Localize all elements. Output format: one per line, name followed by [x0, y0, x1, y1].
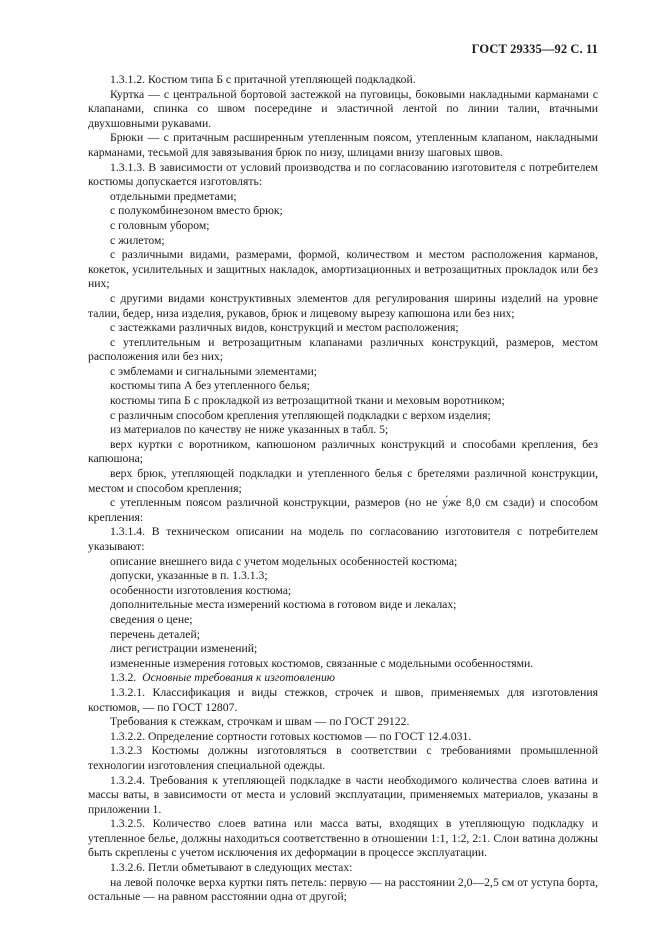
list-item: измененные измерения готовых костюмов, связанные с модельными особенностями.	[110, 656, 534, 670]
paragraph: 1.3.2.4. Требования к утепляющей подкладке в части необходимого количества слоев ватина и массы ваты, в зависимости от места и условий эксплуатации, применяемых материалов, указаны в приложении 1.	[88, 773, 598, 816]
page-header: ГОСТ 29335—92 С. 11	[471, 42, 598, 56]
list-item: отдельными предметами;	[110, 189, 237, 203]
list-item: сведения о цене;	[110, 612, 193, 626]
list-item: костюмы типа А без утепленного белья;	[110, 379, 310, 393]
paragraph: Брюки — с притачным расширенным утепленным поясом, утепленным клапаном, накладными карманами, тесьмой для завязывания брюк по низу, шлицами внизу шаговых швов.	[88, 131, 598, 159]
paragraph: 1.3.2.3 Костюмы должны изготовляться в соответствии с требованиями промышленной технологии изготовления специальной одежды.	[88, 744, 598, 772]
paragraph: 1.3.1.4. В техническом описании на модель по согласованию изготовителя с потребителем указывают:	[88, 525, 598, 553]
list-item: особенности изготовления костюма;	[110, 583, 292, 597]
paragraph: 1.3.2.1. Классификация и виды стежков, строчек и швов, применяемых для изготовления костюмов, — по ГОСТ 12807.	[88, 685, 598, 714]
list-item: с другими видами конструктивных элементов для регулирования ширины изделий на уровне талии, бедер, низа изделия, рукавов, брюк и лицевому вырезу капюшона или без них;	[88, 291, 598, 320]
list-item: лист регистрации изменений;	[110, 642, 258, 656]
list-item: из материалов по качеству не ниже указанных в табл. 5;	[110, 423, 389, 437]
list-item: верх куртки с воротником, капюшоном различных конструкций и способами крепления, без капюшона;	[88, 437, 598, 466]
list-item: с головным убором;	[110, 218, 210, 232]
paragraph: 1.3.2.5. Количество слоев ватина или масса ваты, входящих в утепляющую подкладку и утепленное белье, должны находиться соответственно в отношении 1:1, 1:2, 2:1. Слои ватина должны быть скреплены с учетом исключения их деформации в процессе эксплуатации.	[88, 817, 598, 860]
document-body	[88, 73, 598, 905]
list-item: описание внешнего вида с учетом модельных особенностей костюма;	[110, 554, 458, 568]
list-item: с различными видами, размерами, формой, количеством и местом расположения карманов, кокеток, усилительных и защитных накладок, амортизационных и ветрозащитных прокладок или без них;	[88, 248, 598, 291]
list-item: дополнительные места измерений костюма в готовом виде и лекалах;	[110, 598, 457, 612]
paragraph: 1.3.1.2. Костюм типа Б с притачной утепляющей подкладкой.	[110, 73, 416, 86]
list-item: с застежками различных видов, конструкций и местом расположения;	[110, 321, 459, 335]
section-number: 1.3.2.	[110, 671, 137, 685]
list-item: допуски, указанные в п. 1.3.1.3;	[110, 569, 268, 583]
list-item: перечень деталей;	[110, 627, 200, 641]
list-item: верх брюк, утепляющей подкладки и утепленного белья с бретелями различной конструкции, местом и способом крепления;	[88, 467, 598, 495]
list-item: костюмы типа Б с прокладкой из ветрозащитной ткани и меховым воротником;	[110, 394, 505, 408]
paragraph: Требования к стежкам, строчкам и швам — по ГОСТ 29122.	[110, 715, 410, 729]
paragraph: 1.3.1.3. В зависимости от условий производства и по согласованию изготовителя с потребителем костюмы допускается изготовлять:	[88, 160, 598, 189]
paragraph: 1.3.2.2. Определение сортности готовых костюмов — по ГОСТ 12.4.031.	[110, 729, 472, 743]
section-title: Основные требования к изготовлению	[142, 671, 336, 685]
paragraph: 1.3.2.6. Петли обметывают в следующих местах:	[110, 861, 353, 875]
paragraph: Куртка — с центральной бортовой застежкой на пуговицы, боковыми накладными карманами с клапанами, спинка со швом посередине и эластичной лентой по линии талии, втачными двухшовными рукавами.	[88, 87, 598, 130]
list-item: с полукомбинезоном вместо брюк;	[110, 204, 283, 218]
list-item: с различным способом крепления утепляющей подкладки с верхом изделия;	[110, 408, 491, 422]
list-item: с утепленным поясом различной конструкции, размеров (но не у́же 8,0 см сзади) и способом крепления:	[88, 496, 598, 524]
list-item: на левой полочке верха куртки пять петель: первую — на расстоянии 2,0—2,5 см от уступа борта, остальные — на равном расстоянии одна от другой;	[88, 875, 598, 904]
list-item: с эмблемами и сигнальными элементами;	[110, 364, 317, 378]
list-item: с утеплительным и ветрозащитным клапанами различных конструкций, размеров, местом расположения или без них;	[88, 335, 598, 364]
list-item: с жилетом;	[110, 233, 165, 247]
section-heading	[88, 671, 598, 686]
